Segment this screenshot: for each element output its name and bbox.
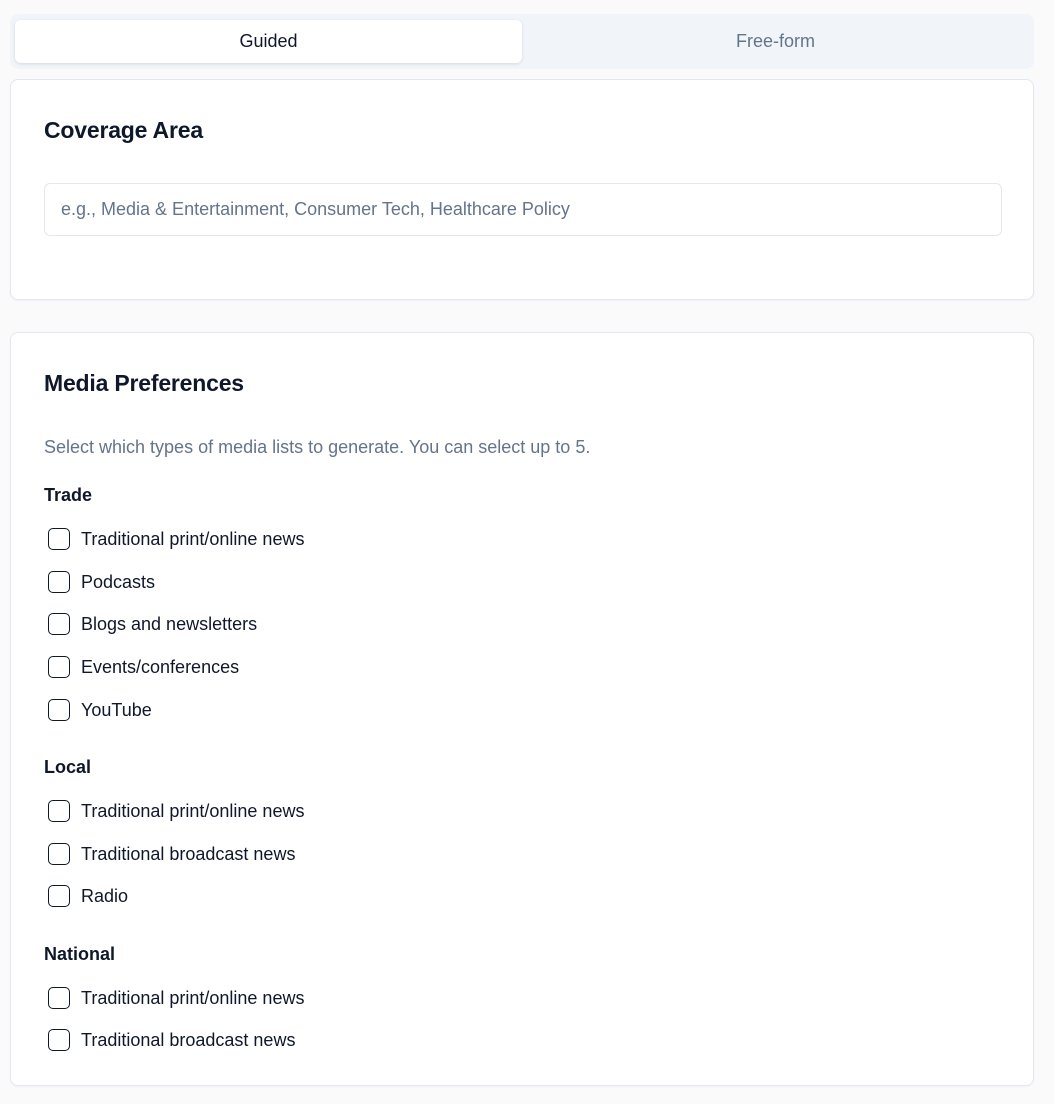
option-label: Traditional print/online news <box>81 800 305 821</box>
tab-free-form[interactable]: Free-form <box>735 31 815 51</box>
option-trade-podcasts[interactable] <box>48 569 155 595</box>
option-label: YouTube <box>81 699 152 720</box>
group-label-trade: Trade <box>44 485 93 505</box>
checkbox[interactable] <box>48 1029 70 1051</box>
option-label: Traditional print/online news <box>81 987 305 1008</box>
option-label: Traditional print/online news <box>81 528 305 549</box>
option-trade-events-conferences[interactable] <box>48 654 239 680</box>
checkbox[interactable] <box>48 885 70 907</box>
checkbox[interactable] <box>48 656 70 678</box>
option-label: Podcasts <box>81 571 156 592</box>
option-trade-blogs-newsletters[interactable] <box>48 611 257 637</box>
option-local-radio[interactable] <box>48 883 128 909</box>
media-preferences-title: Media Preferences <box>44 370 244 396</box>
checkbox[interactable] <box>48 800 70 822</box>
option-national-broadcast-news[interactable] <box>48 1027 295 1053</box>
option-label: Events/conferences <box>81 656 240 677</box>
checkbox[interactable] <box>48 571 70 593</box>
group-label-national: National <box>44 944 116 964</box>
option-label: Traditional broadcast news <box>81 843 296 864</box>
option-trade-youtube[interactable] <box>48 697 152 723</box>
checkbox[interactable] <box>48 699 70 721</box>
option-label: Blogs and newsletters <box>81 613 258 634</box>
coverage-area-title: Coverage Area <box>44 117 203 143</box>
option-local-print-online-news[interactable] <box>48 798 304 824</box>
media-preferences-description: Select which types of media lists to generate. You can select up to 5. <box>44 437 591 457</box>
option-label: Radio <box>81 885 129 906</box>
checkbox[interactable] <box>48 528 70 550</box>
media-preferences-card <box>10 332 1034 1086</box>
option-local-broadcast-news[interactable] <box>48 841 295 867</box>
option-trade-print-online-news[interactable] <box>48 526 304 552</box>
option-national-print-online-news[interactable] <box>48 985 304 1011</box>
option-label: Traditional broadcast news <box>81 1029 296 1050</box>
coverage-area-card <box>10 79 1034 300</box>
mode-tabs <box>10 14 1034 69</box>
checkbox[interactable] <box>48 843 70 865</box>
tab-guided[interactable]: Guided <box>15 20 522 63</box>
group-label-local: Local <box>44 757 92 777</box>
coverage-area-input[interactable] <box>44 183 1002 236</box>
checkbox[interactable] <box>48 613 70 635</box>
checkbox[interactable] <box>48 987 70 1009</box>
